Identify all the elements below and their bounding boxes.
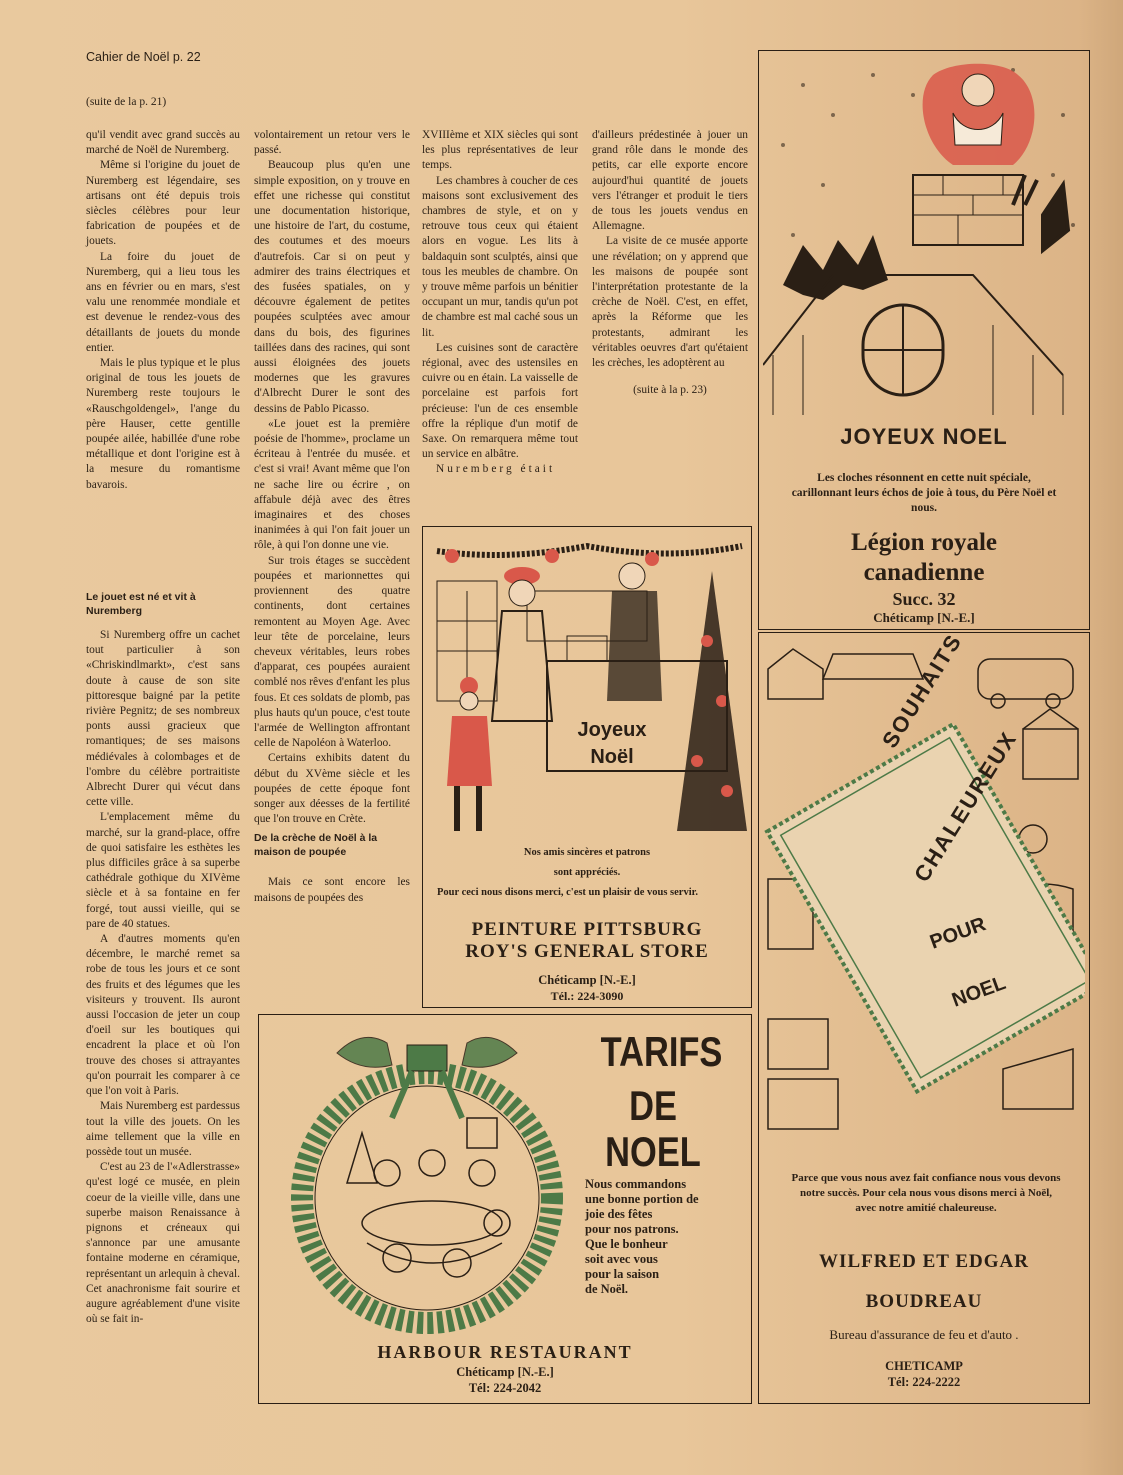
harbour-location: Chéticamp [N.-E.] (456, 1365, 554, 1379)
insurance-phone: Tél: 224-2222 (887, 1375, 961, 1389)
article-paragraph: Nuremberg était (436, 463, 556, 476)
pittsburg-name: PEINTURE PITTSBURG (471, 919, 703, 940)
article-paragraph: La visite de ce musée apporte une révélation; on y apprend que les maisons de poupée sont l'interprétation protestante de la crèche de Noël. C'est, en effet, après la Réforme que les protestants, admirant les véritables oeuvres d'art qu'étaient les crèches, les adoptèrent au (592, 235, 748, 370)
legion-ad (758, 50, 1090, 630)
harbour-phone: Tél: 224-2042 (468, 1381, 542, 1395)
pittsburg-phone: Tél.: 224-3090 (550, 989, 624, 1003)
page-header: Cahier de Noël p. 22 (86, 50, 201, 64)
insurance-description: Bureau d'assurance de feu et d'auto . (829, 1327, 1019, 1342)
article-column-3 (422, 128, 578, 478)
article-paragraph: XVIIIème et XIX siècles qui sont les plus représentatives de leur temps. (422, 129, 578, 172)
continued-to-note: (suite à la p. 23) (633, 384, 707, 397)
legion-name-line1: Légion royale (850, 529, 998, 556)
pittsburg-line2: sont appréciés. (553, 867, 621, 878)
card-word-pour: POUR (927, 913, 989, 954)
harbour-name: HARBOUR RESTAURANT (377, 1342, 633, 1362)
article-column-1b (86, 590, 240, 1327)
harbour-body-line: Nous commandons (585, 1177, 687, 1191)
harbour-body-line: joie des fêtes (585, 1207, 653, 1221)
article-paragraph: «Le jouet est la première poésie de l'homme», proclame un écriteau à l'entrée du musée. et c'est si vrai! Avant même que l'on ne sache lire ou écrire , on affabule déjà avec des êtres imaginaires et des choses inanimées à qui l'on fait jouer un rôle, à qui l'on donne une vie. (254, 417, 410, 552)
article-paragraph: Mais Nuremberg est pardessus tout la ville des jouets. On les aime tellement que la ville en possède tout un musée. (86, 1100, 240, 1158)
card-word-souhaits: SOUHAITS (877, 629, 967, 753)
article-paragraph: Les chambres à coucher de ces maisons sont exclusivement des chambres de style, et on y retrouve tous ceux qui étaient alors en vogue. Les lits à baldaquin sont sculptés, ainsi que tous les meubles de chambre. On y trouve même parfois un bénitier occupant un mur, tandis qu'un pot de chambre est mal caché sous un lit. (422, 174, 578, 339)
article-paragraph: Mais le plus typique et le plus original de tous les jouets de Nuremberg reste toujours le «Rauschgoldengel», l'ange du père Hauser, cette gentille poupée ailée, habillée d'une robe métallique et dont l'origine est à la mesure du romantisme bavarois. (86, 357, 240, 491)
pittsburg-ad (422, 526, 752, 1008)
article-paragraph: Si Nuremberg offre un cachet tout particulier à son «Chriskindlmarkt», c'est sans doute à cause de son site pittoresque baigné par la petite rivière Pegnitz; de ses nombreux ponts aussi gracieux que romantiques; de ses maisons médiévales à colombages et de l'ombre du célèbre portraitiste Albrecht Durer qui vécut dans cette ville. (86, 629, 240, 809)
harbour-body-line: pour nos patrons. (585, 1222, 679, 1236)
article-column-4 (592, 128, 748, 398)
article-paragraph: Mais ce sont encore les maisons de poupées des (254, 876, 410, 904)
pittsburg-location: Chéticamp [N.-E.] (538, 973, 636, 987)
art-text-joyeux: Joyeux (577, 719, 647, 741)
harbour-headline-line1: TARIFS (600, 1028, 723, 1075)
harbour-body-line: pour la saison (585, 1267, 660, 1281)
article-paragraph: volontairement un retour vers le passé. (254, 129, 410, 157)
article-paragraph: C'est au 23 de l'«Adlerstrasse» qu'est logé ce musée, en plein coeur de la vieille ville, dans une superbe maison Renaissance à pignons et créneaux qui s'annonce par une amusante fontaine moderne en céramique, représentant un arlequin à cheval. Cet anachronisme fait sourire et augure agréablement d'une visite où se fait in- (86, 1161, 240, 1326)
warm-wishes-illustration (763, 639, 1085, 1139)
harbour-body (585, 1177, 745, 1297)
legion-name-line2: canadienne (863, 559, 985, 586)
legion-headline: JOYEUX NOEL (840, 424, 1008, 449)
article-column-1 (86, 128, 240, 493)
art-text-noel: Noël (590, 746, 634, 768)
card-word-noel: NOEL (949, 971, 1009, 1012)
legion-branch: Succ. 32 (892, 589, 956, 609)
insurance-body: Parce que vous nous avez fait confiance nous vous devons notre succès. Pour cela nous vous disons merci à Noël, avec notre amitié chaleureuse. (791, 1172, 1061, 1214)
article-paragraph: Beaucoup plus qu'en une simple exposition, on y trouve en effet une richesse qui constitut une documentation historique, une histoire de l'art, du costume, des coutumes et des moeurs d'autrefois. Car si on peut y admirer des trains électriques et des fusées spatiales, on y découvre également de petites poupées sculptées avec amour dans du bois, des figurines taillées dans des racines, qui sont aussi éloignées des jouets modernes que les gravures d'Albrecht Durer le sont des dessins de Pablo Picasso. (254, 159, 410, 415)
article-subheading: De la crèche de Noël à la maison de poupée (254, 832, 378, 859)
insurance-name-line2: BOUDREAU (865, 1291, 983, 1312)
article-paragraph: d'ailleurs prédestinée à jouer un grand rôle dans le monde des petits, car elle exporte encore aujourd'hui quantité de jouets vers l'étranger et produit le tiers de tous les jouets vendus en Allemagne. (592, 129, 748, 233)
pittsburg-line3: Pour ceci nous disons merci, c'est un plaisir de vous servir. (437, 887, 698, 898)
insurance-location: CHETICAMP (885, 1359, 963, 1373)
article-paragraph: qu'il vendit avec grand succès au marché de Noël de Nuremberg. (86, 129, 240, 157)
harbour-body-line: soit avec vous (585, 1252, 658, 1266)
harbour-headline-line2: DE NOEL (605, 1082, 701, 1175)
legion-body: Les cloches résonnent en cette nuit spéciale, carillonnant leurs échos de joie à tous, du Père Noël et nous. (791, 472, 1057, 514)
continued-from-note: (suite de la p. 21) (86, 96, 167, 108)
santa-rooftop-illustration (763, 55, 1083, 417)
store-shopping-illustration (427, 531, 747, 849)
wreath-dinner-illustration (267, 1023, 589, 1343)
article-paragraph: Certains exhibits datent du début du XVème siècle et les poupées de cette époque font songer aux déesses de la fertilité que l'on trouve en Crète. (254, 752, 410, 826)
harbour-body-line: de Noël. (585, 1282, 629, 1296)
pittsburg-line1: Nos amis sincères et patrons (523, 847, 651, 858)
article-paragraph: Les cuisines sont de caractère régional, avec des ustensiles en cuivre ou en étain. La vaisselle de porcelaine est parfois fort précieuse: l'un de ces ensemble offre la réplique d'un motif de Saxe. On remarquera même tout un service en albâtre. (422, 341, 578, 461)
harbour-body-line: une bonne portion de (585, 1192, 699, 1206)
article-paragraph: Même si l'origine du jouet de Nuremberg est légendaire, ses artisans ont été depuis trois siècles célèbres pour leur fabrication de poupées et de jouets. (86, 159, 240, 248)
legion-location: Chéticamp [N.-E.] (873, 610, 975, 625)
article-paragraph: La foire du jouet de Nuremberg, qui a lieu tous les ans en février ou en mars, s'est valu une renommée mondiale et est devenue le rendez-vous des détaillants de jouets du monde entier. (86, 250, 240, 354)
article-subheading: Le jouet est né et vit à Nuremberg (86, 591, 196, 617)
insurance-name-line1: WILFRED ET EDGAR (819, 1251, 1029, 1272)
card-word-chaleureux: CHALEUREUX (909, 726, 1022, 887)
harbour-restaurant-ad (258, 1014, 752, 1404)
article-paragraph: Sur trois étages se succèdent poupées et marionnettes qui proviennent des quatre continents, dont certaines remontent au Moyen Age. Avec leur tête de porcelaine, leurs cheveux véritables, leurs robes d'apparat, ces poupées auraient comblé nos rêves d'enfant les plus fous. Et ces soldats de plomb, pas plus hauts qu'un pouce, c'est toute l'armée de Wellington affrontant celle de Napoléon à Waterloo. (254, 554, 410, 750)
article-column-2 (254, 128, 410, 906)
article-paragraph: L'emplacement même du marché, sur la grand-place, offre de quoi satisfaire les esthètes les plus difficiles grâce à sa superbe cathédrale gothique du XIVème siècle et à sa fontaine en fer forgé, tout aussi vieille, qui se pare de 40 statues. (86, 811, 240, 930)
roys-general-store-name: ROY'S GENERAL STORE (465, 941, 709, 962)
harbour-body-line: Que le bonheur (585, 1237, 668, 1251)
article-paragraph: A d'autres moments qu'en décembre, le marché remet sa robe de tous les jours et ce sont des fruits et des légumes que les visiteurs y trouvent. Ils auront aussi l'occasion de jeter un coup d'oeil sur les boutiques qui encadrent la place et où l'on trouve des choses si attrayantes qu'on pourrait les comparer à ce que l'on voit à Paris. (86, 933, 240, 1098)
insurance-ad (758, 629, 1090, 1404)
